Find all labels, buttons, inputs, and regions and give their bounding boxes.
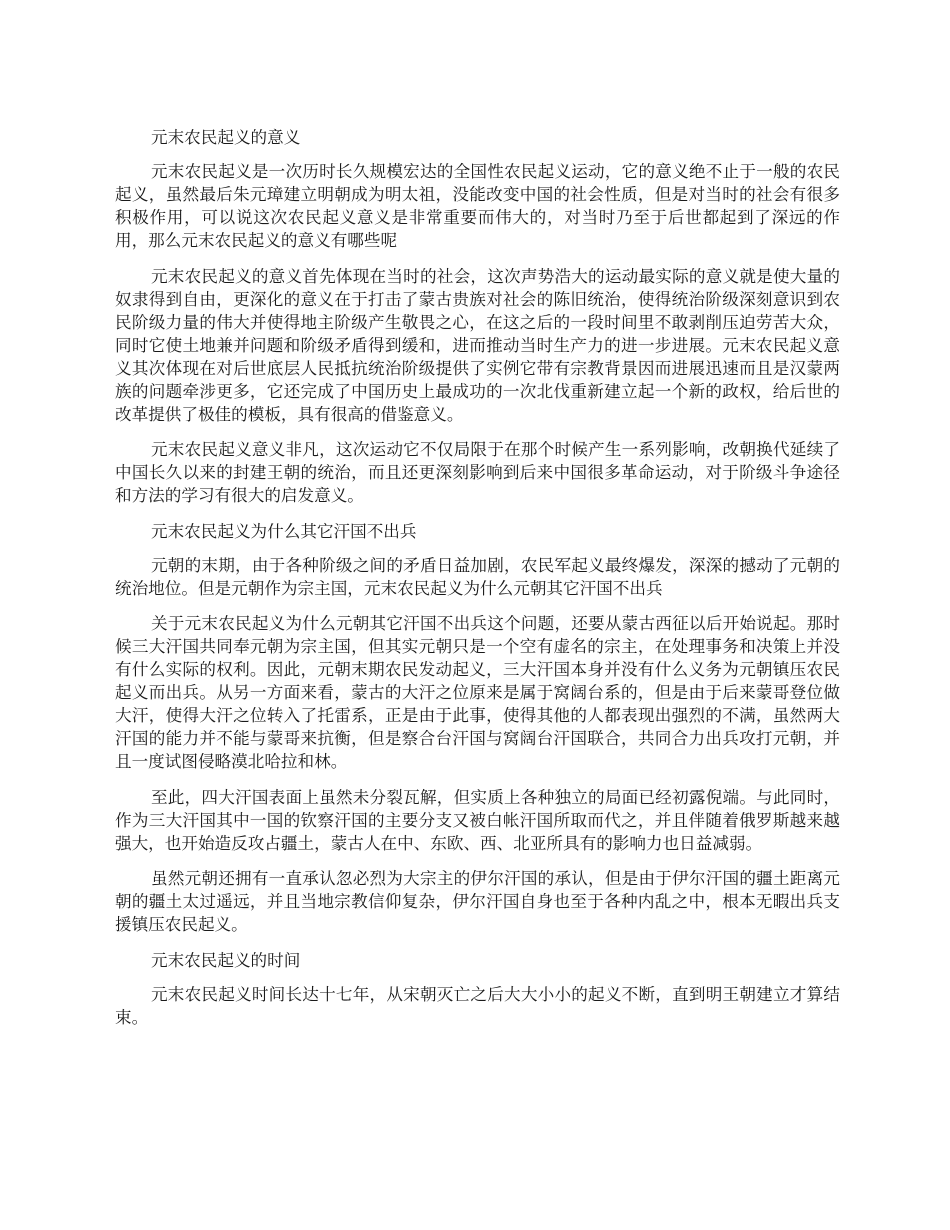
section-heading-significance: 元末农民起义的意义 <box>151 128 301 147</box>
paragraph: 元末农民起义是一次历时长久规模宏达的全国性农民起义运动，它的意义绝不止于一般的农民起义，虽然最后朱元璋建立明朝成为明太祖，没能改变中国的社会性质，但是对当时的社会有很多积极作用，可以说这次农民起义意义是非常重要而伟大的，对当时乃至于后世都起到了深远的作用，那么元末农民起义的意义有哪些呢 <box>115 162 840 250</box>
paragraph: 元末农民起义时间长达十七年，从宋朝灭亡之后大大小小的起义不断，直到明王朝建立才算结束。 <box>115 984 840 1027</box>
paragraph: 元末农民起义意义非凡，这次运动它不仅局限于在那个时候产生一系列影响，改朝换代延续了中国长久以来的封建王朝的统治，而且还更深刻影响到后来中国很多革命运动，对于阶级斗争途径和方法的学习有很大的启发意义。 <box>115 440 840 505</box>
paragraph: 元朝的末期，由于各种阶级之间的矛盾日益加剧，农民军起义最终爆发，深深的撼动了元朝的统治地位。但是元朝作为宗主国，元末农民起义为什么元朝其它汗国不出兵 <box>115 555 840 598</box>
section-heading-khanates: 元末农民起义为什么其它汗国不出兵 <box>151 521 417 541</box>
paragraph: 元末农民起义的意义首先体现在当时的社会，这次声势浩大的运动最实际的意义就是使大量的奴隶得到自由，更深化的意义在于打击了蒙古贵族对社会的陈旧统治，使得统治阶级深刻意识到农民阶级力量的伟大并使得地主阶级产生敬畏之心，在这之后的一段时间里不敢剥削压迫劳苦大众，同时它使土地兼并问题和阶级矛盾得到缓和，进而推动当时生产力的进一步进展。元末农民起义意义其次体现在对后世底层人民抵抗统治阶级提供了实例它带有宗教背景因而进展迅速而且是汉蒙两族的问题牵涉更多，它还完成了中国历史上最成功的一次北伐重新建立起一个新的政权，给后世的改革提供了极佳的模板，具有很高的借鉴意义。 <box>115 266 840 424</box>
paragraph: 至此，四大汗国表面上虽然未分裂瓦解，但实质上各种独立的局面已经初露倪端。与此同时，作为三大汗国其中一国的钦察汗国的主要分支又被白帐汗国所取而代之，并且伴随着俄罗斯越来越强大，也开始造反攻占疆土，蒙古人在中、东欧、西、北亚所具有的影响力也日益减弱。 <box>115 787 840 853</box>
paragraph: 虽然元朝还拥有一直承认忽必烈为大宗主的伊尔汗国的承认，但是由于伊尔汗国的疆土距离元朝的疆土太过遥远，并且当地宗教信仰复杂，伊尔汗国自身也至于各种内乱之中，根本无暇出兵支援镇压农民起义。 <box>115 869 840 934</box>
section-heading-time: 元末农民起义的时间 <box>151 950 301 970</box>
document-body <box>115 126 840 1041</box>
paragraph: 关于元末农民起义为什么元朝其它汗国不出兵这个问题，还要从蒙古西征以后开始说起。那时候三大汗国共同奉元朝为宗主国，但其实元朝只是一个空有虚名的宗主，在处理事务和决策上并没有什么实际的权利。因此，元朝末期农民发动起义，三大汗国本身并没有什么义务为元朝镇压农民起义而出兵。从另一方面来看，蒙古的大汗之位原来是属于窝阔台系的，但是由于后来蒙哥登位做大汗，使得大汗之位转入了托雷系，正是由于此事，使得其他的人都表现出强烈的不满，虽然两大汗国的能力并不能与蒙哥来抗衡，但是察合台汗国与窝阔台汗国联合，共同合力出兵攻打元朝，并且一度试图侵略漠北哈拉和林。 <box>115 614 840 771</box>
